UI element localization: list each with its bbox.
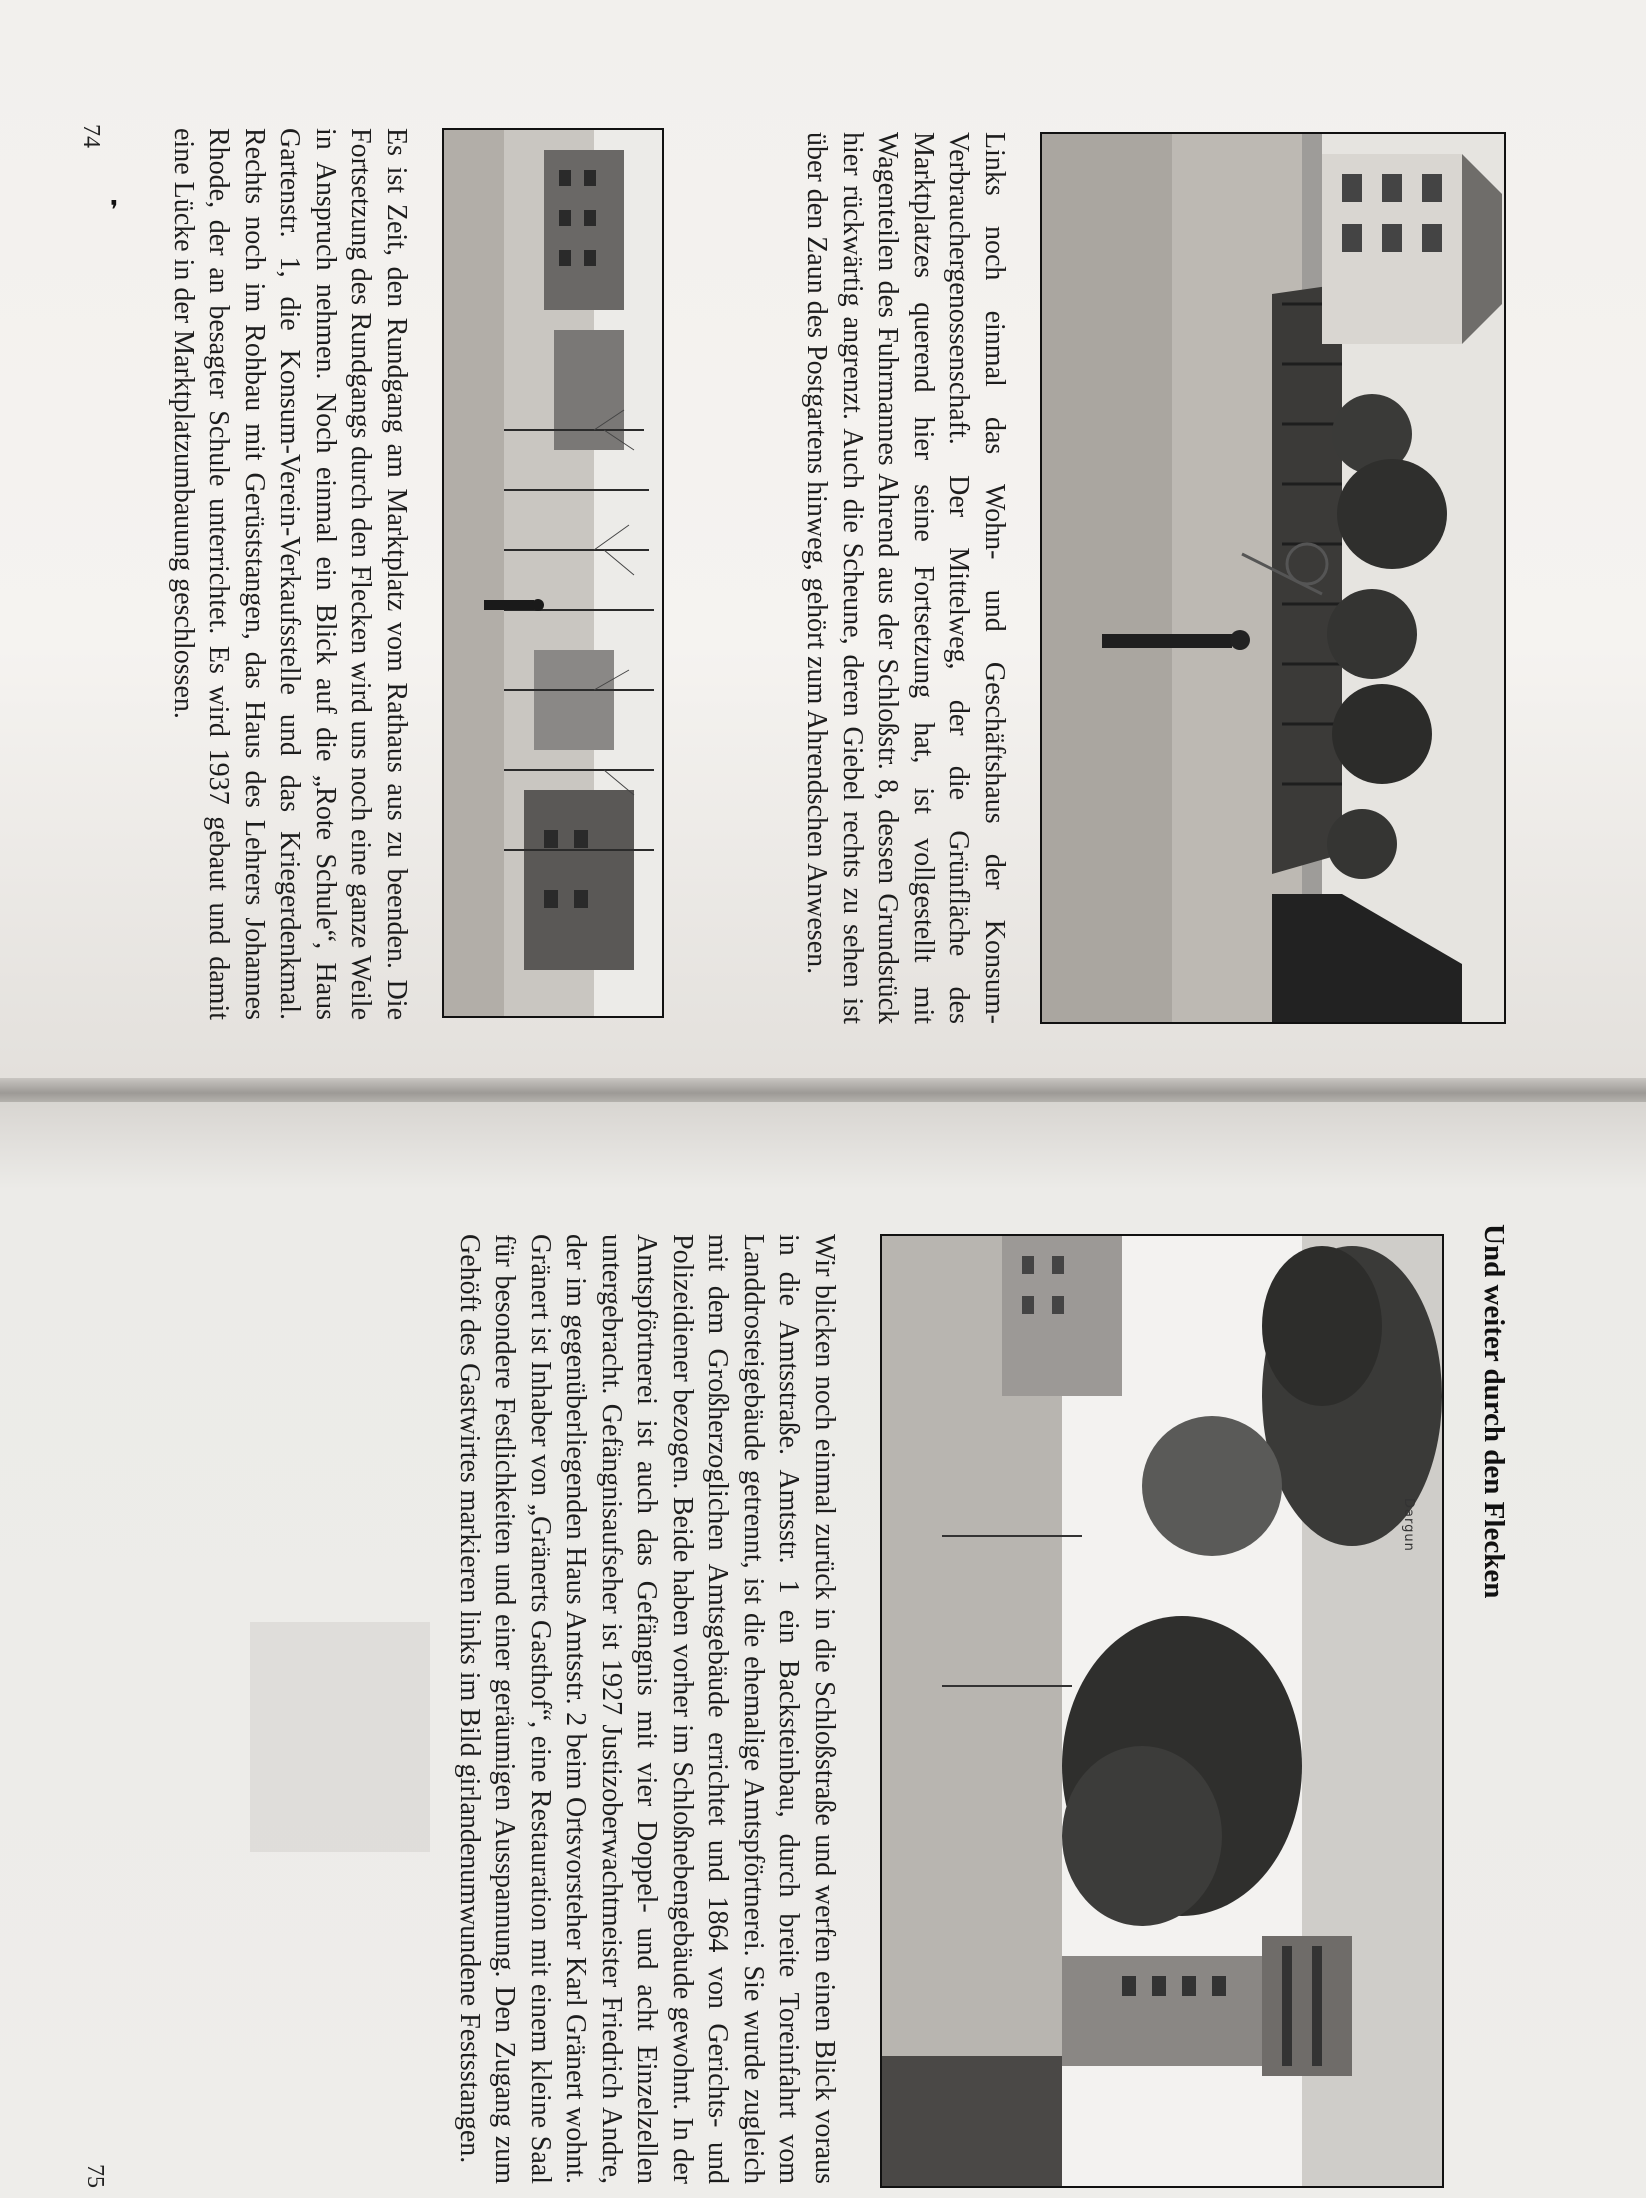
page-75 <box>0 1102 1646 2198</box>
photo-dargun-image <box>882 1236 1442 2186</box>
page-number-74: 74 <box>78 124 104 148</box>
right-paragraph-1: Wir blicken noch einmal zurück in die Schloßstraße und werfen einen Blick voraus in die Amtsstraße. Amtsstr. 1 ein Backsteinbau, durch breite Toreinfahrt vom Landdrosteigebäude getrennt, ist die ehemalige Amtspförtnerei. Sie wurde zugleich mit dem Großherzoglichen Amtsgebäude errichtet und 1864 von Gerichts- und Polizeidiener bezogen. Beide haben vorher im Schloßnebengebäude gewohnt. In der Amtspförtnerei ist auch das Gefängnis mit vier Doppel- und acht Einzelzellen untergebracht. Gefängnisaufseher ist 1927 Justizoberwachtmeister Friedrich Andre, der im gegenüberliegenden Haus Amtsstr. 2 beim Ortsvorsteher Karl Gränert wohnt. Gränert ist Inhaber von „Gränerts Gasthof“, eine Restauration mit einem kleine Saal für besondere Festlichkeiten und einer geräumigen Ausspannung. Den Zugang zum Gehöft des Gastwirtes markieren links im Bild girlandenumwundene Festsstangen. <box>454 1234 840 2184</box>
photo-konsum-house <box>1040 132 1506 1024</box>
photo-konsum-house-image <box>1042 134 1504 1022</box>
page-74 <box>0 0 1646 1080</box>
photo-rote-schule <box>442 128 664 1018</box>
left-paragraph-1: Links noch einmal das Wohn- und Geschäftshaus der Konsum-Verbrauchergenossenschaft. Der Mittelweg, der die Grünfläche des Marktplatzes querend hier seine Fortsetzung hat, ist vollgestellt mit Wagenteilen des Fuhrmannes Ahrend aus der Schloßstr. 8, dessen Grundstück hier rückwärtig angrenzt. Auch die Scheune, deren Giebel rechts zu sehen ist über den Zaun des Postgartens hinweg, gehört zum Ahrendschen Anwesen. <box>801 132 1010 1024</box>
photo-rote-schule-image <box>444 130 662 1016</box>
margin-mark: ❜ <box>110 196 119 225</box>
photo-caption-dargun: Dargun <box>1401 1498 1416 1552</box>
page-number-75: 75 <box>82 2164 108 2188</box>
page-heading: Und weiter durch den Flecken <box>1478 1224 1510 1599</box>
photo-dargun-schlossstrasse <box>880 1234 1444 2188</box>
bleed-through-shadow <box>250 1622 430 1852</box>
left-paragraph-2: Es ist Zeit, den Rundgang am Marktplatz vom Rathaus aus zu beenden. Die Fortsetzung des Rundgangs durch den Flecken wird uns noch eine ganze Weile in Anspruch nehmen. Noch einmal ein Blick auf die „Rote Schule“, Haus Gartenstr. 1, die Konsum-Verein-Verkaufsstelle und das Kriegerdenkmal. Rechts noch im Rohbau mit Gerüststangen, das Haus des Lehrers Johannes Rhode, der an besagter Schule unterrichtet. Es wird 1937 gebaut und damit eine Lücke in der Marktplatzumbauung geschlossen. <box>168 128 412 1020</box>
